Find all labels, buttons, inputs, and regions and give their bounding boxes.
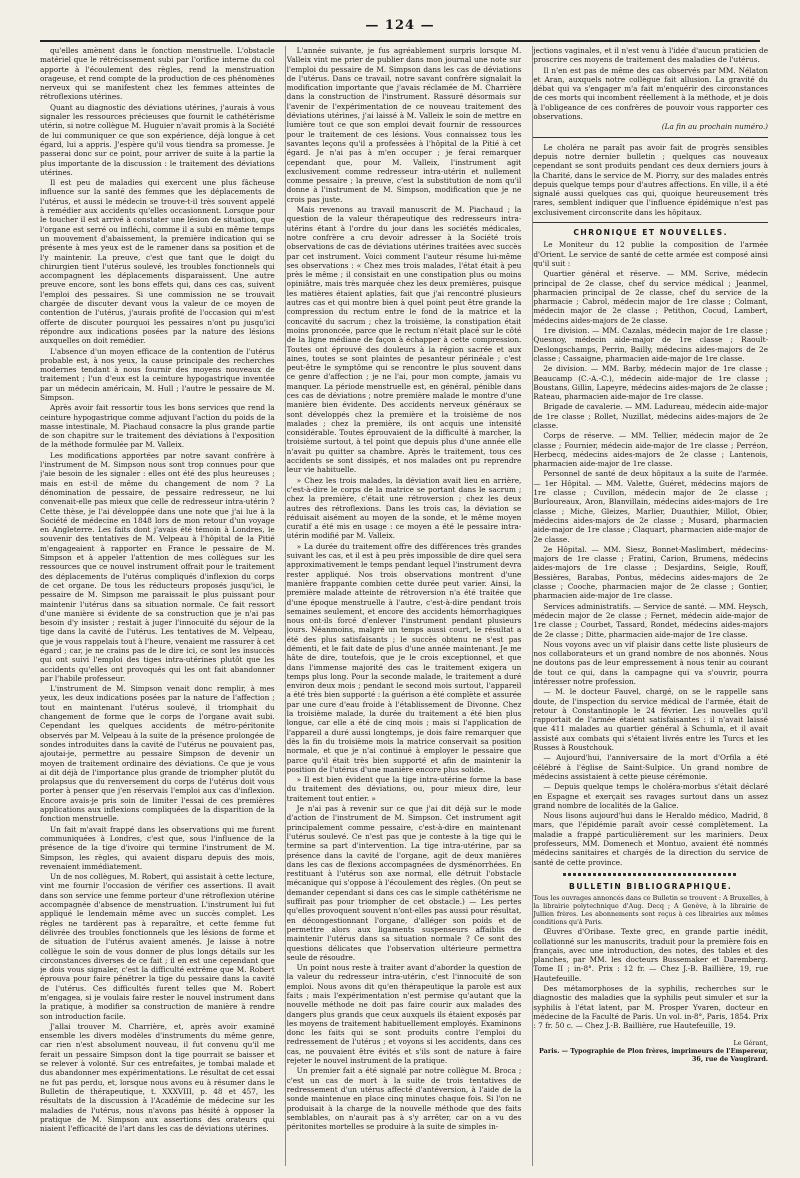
paragraph: Après avoir fait ressortir tous les bons services que rend la ceinture hypogastrique comme adjuvant l'action du poids de la masse intestinale, M. Piachaud consacre la plus grande partie de son chapitre sur le traitement des déviations à l'exposition de la méthode formulée par M. Valleix. <box>40 403 275 450</box>
news-item: — M. le docteur Fauvel, chargé, on se le rappelle sans doute, de l'inspection du service médical de l'armée, était de retour à Constantinople le 24 février. Les nouvelles qu'il rapportait de l'armée étaient satisfaisantes : il n'avait laissé que 411 malades au quartier général à Schumla, et il avait assisté aux combats qui s'étaient livrés entre les Turcs et les Russes à Roustchouk. <box>533 687 768 753</box>
news-item: Quartier général et réserve. — MM. Scrive, médecin principal de 2e classe, chef du service médical ; Jeanmel, pharmacien principal de 2e classe, chef du service de la pharmacie ; Cabrol, médecin major de 1re classe ; Colmant, médecin major de 2e classe ; Petithon, Cocud, Lambert, médecins aides-majors de 2e classe. <box>533 269 768 325</box>
column-1 <box>40 46 275 1166</box>
imprint-block <box>533 1039 768 1063</box>
cholera-paragraph: Le choléra ne paraît pas avoir fait de progrès sensibles depuis notre dernier bulletin ; quelques cas nouveaux cependant se sont produits pendant ces deux derniers jours à la Charité, dans le service de M. Piorry, sur des malades entrés depuis quelque temps pour d'autres affections. En ville, il a été signalé aussi quelques cas qui, quoique heureusement très rares, semblent indiquer que l'influence épidémique n'est pas exclusivement circonscrite dans les hôpitaux. <box>533 142 768 217</box>
news-item: 2e Hôpital. — MM. Siesz, Bonnet-Maslimbert, médecins-majors de 1re classe ; Fratini, Carion, Brumens, médecins aides-majors de 1re classe ; Desjardins, Seigle, Rouff, Bessières, Barabas, Pontus, médecins aides-majors de 2e classe ; Cooche, pharmacien major de 2e classe ; Gontier, pharmacien aide-major de 1re classe. <box>533 544 768 601</box>
paragraph: Un de nos collègues, M. Robert, qui assistait à cette lecture, vint me fournir l'occasion de vérifier ces assertions. Il avait dans son service une femme porteur d'une rétroflexion utérine accompagnée d'absence de menstruation. L'instrument lui fut appliqué le lendemain même avec un succès complet. Les règles ne tardèrent pas à reparaître, et cette femme fut délivrée des troubles fonctionnels que les lésions de forme et de situation de l'utérus avaient amenés. Je laisse à notre collègue le soin de vous donner de plus longs détails sur les circonstances diverses de ce fait ; il en est une cependant que je dois vous signaler, c'est la difficulté extrême que M. Robert éprouva pour faire pénétrer la tige du pessaire dans la cavité de l'utérus. Ces difficultés furent telles que M. Robert m'engagea, si je voulais faire rester le nouvel instrument dans la pratique, à modifier sa construction de manière à rendre son introduction facile. <box>40 872 275 1021</box>
paragraph: L'instrument de M. Simpson venait donc remplir, à mes yeux, les deux indications posées par la nature de l'affection ; tout en maintenant l'utérus soulevé, il triomphait du changement de forme que le corps de l'organe avait subi. Cependant les quelques accidents de métro-péritonite observés par M. Velpeau à la suite de la présence prolongée de sondes introduites dans la cavité de l'utérus ne pouvaient pas, ajoutai-je, permettre au pessaire Simpson de devenir un moyen de traitement ordinaire des déviations. Ce que je vous ai dit déjà de l'importance plus grande de triompher plutôt du prolapsus que du renversement du corps de l'utérus doit vous porter à penser que j'en réservais l'emploi aux cas d'inflexion. Encore avais-je pris soin de limiter l'essai de ces premières applications aux inflexions compliquées de la disparition de la fonction menstruelle. <box>40 684 275 824</box>
paragraph: L'année suivante, je fus agréablement surpris lorsque M. Valleix vint me prier de publier dans mon journal une note sur l'emploi du pessaire de M. Simpson dans les cas de déviations de l'utérus. Dans ce travail, notre savant confrère signalait la modification importante que j'avais réclamée de M. Charrière dans la construction de l'instrument. Rassuré désormais sur l'avenir de l'expérimentation de ce nouveau traitement des déviations utérines, j'ai laissé à M. Valleix le soin de mettre en lumière tout ce que son emploi devait fournir de ressources pour le traitement de ces lésions. Vous connaissez tous les savantes leçons qu'il a professées à l'hôpital de la Pitié à cet égard. Je n'ai pas à m'en occuper ; je ferai remarquer cependant que, pour M. Valleix, l'instrument agit exclusivement comme redresseur intra-utérin et nullement comme pessaire ; la preuve, c'est la substitution de nom qu'il donne à l'instrument de M. Simpson, modification que je ne crois pas juste. <box>286 46 522 204</box>
news-item: Le Moniteur du 12 publie la composition de l'armée d'Orient. Le service de santé de cette armée est composé ainsi qu'il suit : <box>533 240 768 268</box>
news-item: Corps de réserve. — MM. Tellier, médecin major de 2e classe ; Fournier, médecin aide-major de 1re classe ; Perréon, Herbecq, médecins aides-majors de 2e classe ; Lantenois, pharmacien aide-major de 1re classe. <box>533 431 768 469</box>
ornament-divider <box>563 873 738 876</box>
paragraph: Un point nous reste à traiter avant d'aborder la question de la valeur du redresseur intra-utérin, c'est l'innocuité de son emploi. Nous avons dit qu'en thérapeutique la parole est aux faits ; mais l'expérimentation n'est permise qu'autant que la nouvelle méthode ne doit pas faire courir aux malades des dangers plus grands que ceux auxquels ils étaient exposés par les moyens de traitement habituellement employés. Examinons donc les faits qui se sont produits contre l'emploi du redressement de l'utérus ; et voyons si les accidents, dans ces cas, ne pouvaient être évités et s'ils sont de nature à faire rejeter le nouvel instrument de la pratique. <box>286 963 522 1066</box>
news-item: Personnel de santé de deux hôpitaux a la suite de l'armée. — 1er Hôpital. — MM. Valette, Guéret, médecins majors de 1re classe ; Cuvillon, médecin major de 2e classe ; Burloureaux, Aron, Blanvillain, médecins aides-majors de 1re classe ; Miche, Gleizes, Marlier, Duauthier, Millot, Obier, médecins aides-majors de 2e classe ; Musard, pharmacien aide-major de 1re classe ; Claquart, pharmacien aide-major de 2e classe. <box>533 469 768 544</box>
paragraph: » Chez les trois malades, la déviation avait lieu en arrière, c'est-à-dire le corps de la matrice se portant dans le sacrum ; chez la première, c'était une rétroversion ; chez les deux autres des rétroflexions. Dans les trois cas, la déviation se réduisait aisément au moyen de la sonde, et le même moyen curatif a été mis en usage : ce moyen a été le pessaire intra-utérin modifié par M. Valleix. <box>286 475 522 541</box>
column-divider <box>532 46 533 1166</box>
separator <box>533 137 768 138</box>
chronique-title: CHRONIQUE ET NOUVELLES. <box>573 228 728 238</box>
gerant-label: Le Gérant, <box>733 1038 768 1047</box>
paragraph: Les modifications apportées par notre savant confrère à l'instrument de M. Simpson nous sont trop connues pour que j'aie besoin de les signaler : elles ont été des plus heureuses ; mais en est-il de même du changement de nom ? La dénomination de pessaire, de pessaire redresseur, ne lui convenait-elle pas mieux que celle de redresseur intra-utérin ? Cette thèse, je l'ai développée dans une note que j'ai lue à la Société de médecine en 1848 lors de mon retour d'un voyage en Angleterre. Les faits dont j'avais été témoin à Londres, le souvenir des tentatives de M. Velpeau à l'hôpital de la Pitié m'engageaient à rapporter en France le pessaire de M. Simpson et à appeler l'attention de mes collègues sur les ressources que ce nouvel instrument offrait pour le traitement des déplacements de l'utérus compliqués d'inflexion du corps de cet organe. De tous les réducteurs proposés jusqu'ici, le pessaire de M. Simpson me paraissait le plus puissant pour maintenir l'utérus dans sa situation normale. Ce fait ressort d'une manière si évidente de sa construction que je n'ai pas besoin d'y insister ; restait à juger l'innocuité du séjour de la tige dans la cavité de l'utérus. Les tentatives de M. Velpeau, que je vous rappelais tout à l'heure, venaient me rassurer à cet égard ; car, je ne crains pas de le dire ici, ce sont les insuccès qui ont suivi l'emploi des tiges intra-utérines plutôt que les accidents qu'elles ont provoqués qui les ont fait abandonner par l'habile professeur. <box>40 450 275 683</box>
page-header <box>40 18 760 42</box>
paragraph: » La durée du traitement offre des différences très grandes suivant les cas, et il est à peu près impossible de dire quel sera approximativement le temps pendant lequel l'instrument devra rester appliqué. Nos trois observations montrent d'une manière frappante combien cette durée peut varier. Ainsi, la première malade atteinte de rétroversion n'a été traitée que d'une époque menstruelle à l'autre, c'est-à-dire pendant trois semaines seulement, et encore des accidents hémorrhagiques nous ont-ils forcé d'enlever l'instrument pendant plusieurs jours. Néanmoins, malgré un temps aussi court, le résultat a été des plus satisfaisants ; le succès obtenu ne s'est pas démenti, et le fait date de plus d'une année maintenant. Je me hâte de dire, toutefois, que je le crois exceptionnel, et que dans l'immense majorité des cas le traitement exigera un temps plus long. Pour la seconde malade, le traitement a duré environ deux mois ; pendant le second mois surtout, l'appareil a été très bien supporté : la guérison a été complète et assurée par une cure d'eau froide à l'établissement de Divonne. Chez la troisième malade, la durée du traitement a été bien plus longue, car elle a été de cinq mois ; mais si l'application de l'appareil a duré aussi longtemps, je dois faire remarquer que dès la fin du troisième mois la matrice conservait sa position normale, et que je n'ai continué à employer le pessaire que parce qu'il était très bien supporté et afin de maintenir la position de l'utérus d'une manière encore plus solide. <box>286 541 522 774</box>
bibliography-entry: Des métamorphoses de la syphilis, recherches sur le diagnostic des maladies que la syphilis peut simuler et sur la syphilis à l'état latent, par M. Prosper Yvaren, docteur en médecine de la Faculté de Paris. Un vol. in-8°, Paris, 1854. Prix : 7 fr. 50 c. — Chez J.-B. Baillière, rue Hautefeuille, 19. <box>533 984 768 1031</box>
news-item: 1re division. — MM. Cazalas, médecin major de 1re classe ; Quesnoy, médecin aide-major de 1re classe ; Raoult-Deslongschamps, Perrin, Bailly, médecins aides-majors de 2e classe ; Cassaigne, pharmacien aide-major de 1re classe. <box>533 326 768 363</box>
col3-intro: jections vaginales, et il n'est venu à l'idée d'aucun praticien de proscrire ces moyens de traitement des maladies de l'utérus. <box>533 46 768 65</box>
paragraph: qu'elles amènent dans le fonction menstruelle. L'obstacle matériel que le rétrécissement subi par l'orifice interne du col apporte à l'écoulement des règles, rend la menstruation orageuse, et rend compte de la production de ces phénomènes nerveux qui se manifestent chez les femmes atteintes de rétroflexions utérines. <box>40 46 275 102</box>
news-item: 2e division. — MM. Barby, médecin major de 1re classe ; Beaucamp (C.-A.-C.), médecin aide-major de 1re classe ; Boustans, Gillin, Lapeyre, médecins aides-majors de 2e classe ; Rateau, pharmacien aide-major de 1re classe. <box>533 364 768 402</box>
column-3 <box>533 46 768 1166</box>
col3-intro2: Il n'en est pas de même des cas observés par MM. Nélaton et Aran, auxquels notre collègue fait allusion. La gravité du débat qui va s'engager m'a fait m'enquérir des circonstances de ces morts qui incombent réellement à la méthode, et je dois à l'obligeance de ces confrères de pouvoir vous rapporter ces observations. <box>533 65 768 122</box>
text-columns <box>40 46 768 1166</box>
biblio-title: BULLETIN BIBLIOGRAPHIQUE. <box>569 881 733 891</box>
column-divider <box>285 46 286 1166</box>
column-2 <box>287 46 522 1166</box>
paragraph: L'absence d'un moyen efficace de la contention de l'utérus probable est, à nos yeux, la cause principale des recherches modernes tendant à nous fournir des moyens nouveaux de traitement ; l'un d'eux est la ceinture hypogastrique inventée par un médecin américain, M. Hull ; l'autre le pessaire de M. Simpson. <box>40 346 275 402</box>
paragraph: J'allai trouver M. Charrière, et, après avoir examiné ensemble les divers modèles d'instruments du même genre, car rien n'est absolument nouveau, il fut convenu qu'il me ferait un pessaire Simpson dont la tige pourrait se baisser et se relever à volonté. Sur ces entrefaites, je tombai malade et dus abandonner mes expérimentations. Le résultat de cet essai ne fut pas perdu, et, lorsque nous avons eu à résumer dans le Bulletin de thérapeutique, t. XXXVIII, p. 48 et 457, les résultats de la discussion à l'Académie de médecine sur les maladies de l'utérus, nous n'avons pas hésité à opposer la pratique de M. Simpson aux assertions des orateurs qui niaient l'efficacité de l'art dans les cas de déviations utérines. <box>40 1021 275 1134</box>
news-item: Nous lisons aujourd'hui dans le Heraldo médico, Madrid, 8 mars, que l'épidémie paraît avoir cessé complètement. La maladie a frappé particulièrement sur les mariniers. Deux professeurs, MM. Domenech et Montuo, avaient été nommés médecins sanitaires et chargés de la direction du service de santé de cette province. <box>533 811 768 867</box>
paragraph: Il est peu de maladies qui exercent une plus fâcheuse influence sur la santé des femmes que les déplacements de l'utérus, et aussi le médecin se trouve-t-il très souvent appelé à remédier aux accidents qu'elles occasionnent. Lorsque pour le toucher il est arrivé à constater une lésion de situation, que l'organe est serré ou infléchi, comme il a subi en même temps un mouvement d'abaissement, la première indication qui se présente à mes yeux est de le ramener dans sa position et de l'y maintenir. La preuve, c'est que tant que le doigt du chirurgien tient l'utérus soulevé, les troubles fonctionnels qui accompagnent les déplacements disparaissent. Une autre preuve encore, sont les bons effets qui, dans ces cas, suivent l'emploi des pessaires. Si une commission ne se trouvait chargée de discuter devant vous la valeur de ce moyen de contention de l'utérus, j'aurais profité de l'occasion qui m'est offerte de discuter pourquoi les pessaires n'ont pu jusqu'ici répondre aux indications posées par la nature des lésions auxquelles on doit remédier. <box>40 178 275 346</box>
paragraph: Un fait m'avait frappé dans les observations qui me furent communiquées à Londres, c'est que, sous l'influence de la présence de la tige d'ivoire qui termine l'instrument de M. Simpson, les règles, qui avaient disparu depuis des mois, revenaient immédiatement. <box>40 824 275 871</box>
to-be-continued: (La fin au prochain numéro.) <box>661 122 768 132</box>
biblio-note: Tous les ouvrages annoncés dans ce Bulletin se trouvent : A Bruxelles, à la librairie polytechnique d'Aug. Decq ; A Genève, à la librairie de Jullien frères. Les abonnements sont reçus à ces librairies aux mêmes conditions qu'à Paris. <box>533 894 768 927</box>
imprint-line: Paris. — Typographie de Plon frères, imprimeurs de l'Empereur, 36, rue de Vaugirard. <box>539 1046 768 1063</box>
news-item: — Depuis quelque temps le choléra-morbus s'était déclaré en Espagne et exerçait ses ravages surtout dans un assez grand nombre de localités de la Galice. <box>533 782 768 810</box>
paragraph: Mais revenons au travail manuscrit de M. Piachaud ; la question de la valeur thérapeutique des redresseurs intra-utérins étant à l'ordre du jour dans les sociétés médicales, notre confrère a cru devoir adresser à la Société trois observations de cas de déviations utérines traitées avec succès par cet instrument. Voici comment l'auteur résume lui-même ses observations : « Chez mes trois malades, l'état était à peu près le même ; il consistait en une constipation plus ou moins opiniâtre, mais très marquée chez les deux premières, puisque les matières étaient aplaties, fait que j'ai rencontré plusieurs autres cas et qui montre bien à quel point peut être grande la compression du rectum entre le fond de la matrice et la concavité du sacrum ; chez la troisième, la constipation était moins prononcée, parce que le rectum n'était placé sur le côté de la ligne médiane de façon à échapper à cette compression. Toutes ont éprouvé des douleurs à la région sacrée et aux aines, toutes se sont plaintes de pesanteur périnéale ; c'est peut-être le symptôme qui se rencontre le plus souvent dans ce genre d'affection ; je ne l'ai, pour mon compte, jamais vu manquer. La période menstruelle est, en général, pénible dans ces cas de déviations ; notre première malade le montre d'une manière bien évidente. Des accidents nerveux généraux se sont développés chez la première et la troisième de nos malades ; chez la première, ils ont acquis une intensité considérable. Toutes éprouvaient de la difficulté à marcher, la troisième surtout, à tel point que depuis plus d'une année elle n'avait pu quitter sa chambre. Après le traitement, tous ces accidents se sont dissipés, et nos malades ont pu reprendre leur vie habituelle. <box>286 205 522 475</box>
page-number: — 124 — <box>365 18 435 33</box>
paragraph: Je n'ai pas à revenir sur ce que j'ai dit déjà sur le mode d'action de l'instrument de M. Simpson. Cet instrument agit principalement comme pessaire, c'est-à-dire en maintenant l'utérus soulevé. Ce n'est pas que je conteste à la tige qui le termine sa part d'intervention. La tige intra-utérine, par sa présence dans la cavité de l'organe, agit de deux manières dans les cas de flexions accompagnées de dysménorrhées. En restituant à l'utérus son axe normal, elle détruit l'obstacle mécanique qui s'oppose à l'écoulement des règles. (On peut se demander cependant si dans ces cas le simple cathétérisme ne suffirait pas pour triompher de cet obstacle.) — Les pertes qu'elles provoquent souvent n'ont-elles pas aussi pour résultat, en décongestionnant l'organe, d'alléger son poids et de permettre alors aux ligaments suspenseurs affaiblis de maintenir l'utérus dans sa situation normale ? Ce sont des questions délicates que l'observation ultérieure permettra seule de résoudre. <box>286 804 522 962</box>
biblio-section <box>533 927 768 1030</box>
bibliography-entry: Œuvres d'Oribase. Texte grec, en grande partie inédit, collationné sur les manuscrits, traduit pour la première fois en français, avec une introduction, des notes, des tables et des planches, par MM. les docteurs Bussemaker et Daremberg. Tome II ; in-8°. Prix : 12 fr. — Chez J.-B. Baillière, 19, rue Hautefeuille. <box>533 927 768 983</box>
separator <box>533 222 768 223</box>
news-item: Services administratifs. — Service de santé. — MM. Heysch, médecin major de 2e classe ; Fernet, médecin aide-major de 1re classe ; Courbet, Tassard, Rondet, médecins aides-majors de 2e classe ; Ditte, pharmacien aide-major de 1re classe. <box>533 601 768 639</box>
chronique-section <box>533 240 768 867</box>
news-item: Brigade de cavalerie. — MM. Ladureau, médecin aide-major de 1re classe ; Rollet, Nuzillat, médecins aides-majors de 2e classe. <box>533 402 768 430</box>
paragraph: » Il est bien évident que la tige intra-utérine forme la base du traitement des déviations, ou, pour mieux dire, leur traitement tout entier. » <box>286 775 522 803</box>
news-item: — Aujourd'hui, l'anniversaire de la mort d'Orfila a été célébré à l'église de Saint-Sulpice. Un grand nombre de médecins assistaient à cette pieuse cérémonie. <box>533 753 768 781</box>
paragraph: Quant au diagnostic des déviations utérines, j'aurais à vous signaler les ressources précieuses que fournit le cathétérisme utérin, si notre collègue M. Huguier n'avait promis à la Société de lui communiquer ce que son expérience, déjà longue à cet égard, lui a appris. J'espère qu'il vous tiendra sa promesse. Je passerai donc sur ce point, pour arriver de suite à la partie la plus importante de la discussion : le traitement des déviations utérines. <box>40 102 275 177</box>
news-item: Nous voyons avec un vif plaisir dans cette liste plusieurs de nos collaborateurs et un grand nombre de nos abonnés. Nous ne doutons pas de leur empressement à nous tenir au courant de tout ce qui, dans la campagne qui va s'ouvrir, pourra intéresser notre profession. <box>533 639 768 686</box>
paragraph: Un premier fait a été signalé par notre collègue M. Broca ; c'est un cas de mort à la suite de trois tentatives de redressement d'un utérus affecté d'antéversion, à l'aide de la sonde maintenue en place cinq minutes chaque fois. Si l'on ne produisait à la charge de la nouvelle méthode que des faits semblables, on n'aurait pas à s'y arrêter, car on a vu des péritonites mortelles se produire à la suite de simples in- <box>286 1066 522 1132</box>
